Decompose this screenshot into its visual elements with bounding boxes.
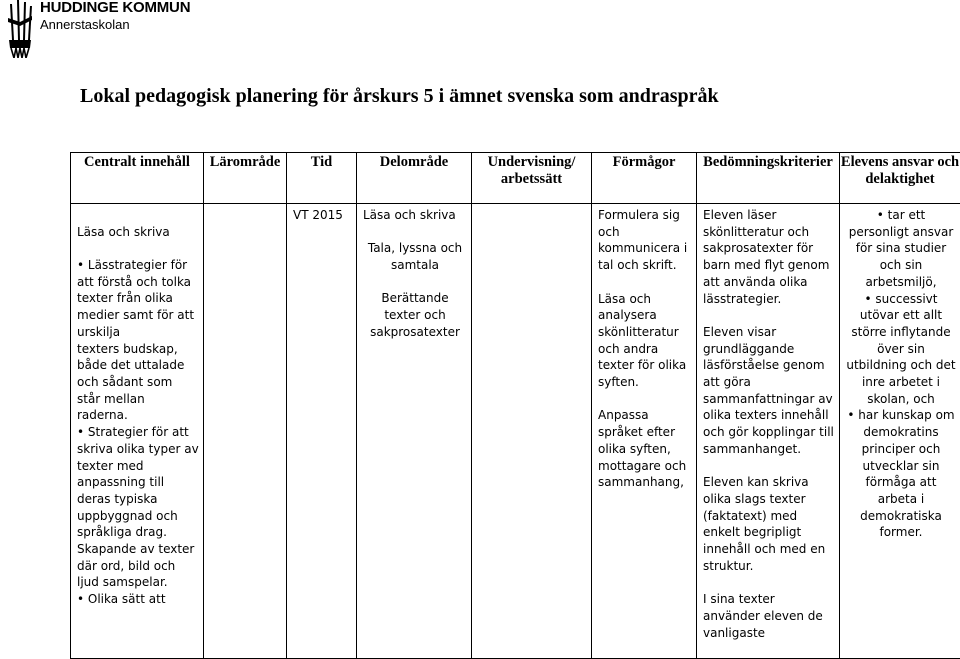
org-name: HUDDINGE KOMMUN [40, 0, 190, 16]
centralt-bullet: • Lässtrategier för att förstå och tolka texter från olika medier samt för att urskilja [77, 257, 199, 341]
laromrade-cell [204, 204, 287, 659]
table-header-row [71, 153, 960, 204]
column-header: Förmågor [592, 153, 697, 204]
bedomningskriterier-cell [697, 204, 840, 659]
ansvar-bullet: • tar ett personligt ansvar för sina studier och sin arbetsmiljö, [846, 207, 956, 291]
delomrade-heading: Läsa och skriva [363, 207, 467, 224]
tid-value: VT 2015 [293, 207, 352, 224]
centralt-line: texters budskap, både det uttalade och sådant som står mellan raderna. [77, 341, 199, 425]
kriterium-item: Eleven läser skönlitteratur och sakprosatexter för barn med flyt genom att använda olika lässtrategier. [703, 207, 835, 307]
formaga-item: Formulera sig och kommunicera i tal och skrift. [598, 207, 692, 274]
centralt-bullet: • Olika sätt att [77, 591, 199, 608]
column-header: Elevens ansvar och delaktighet [840, 153, 960, 204]
column-header: Bedömningskriterier [697, 153, 840, 204]
centralt-line: Skapande av texter där ord, bild och ljud samspelar. [77, 541, 199, 591]
column-header: Lärområde [204, 153, 287, 204]
tid-cell [287, 204, 357, 659]
centralt-bullet: • Strategier för att skriva olika typer av texter med anpassning till deras typiska uppbyggnad och språkliga drag. [77, 424, 199, 541]
centralt-heading: Läsa och skriva [77, 224, 199, 241]
kriterium-item: I sina texter använder eleven de vanligaste [703, 591, 835, 641]
column-header: Centralt innehåll [71, 153, 204, 204]
delomrade-item: Berättande texter och sakprosatexter [363, 290, 467, 340]
delomrade-item: Tala, lyssna och samtala [363, 240, 467, 273]
planning-table [70, 152, 960, 659]
column-header: Tid [287, 153, 357, 204]
formagor-cell [592, 204, 697, 659]
centralt-innehall-cell [71, 204, 204, 659]
kriterium-item: Eleven visar grundläggande läsförståelse genom att göra sammanfattningar av olika texters innehåll och gör kopplingar till sammanhanget. [703, 324, 835, 458]
page-title: Lokal pedagogisk planering för årskurs 5 i ämnet svenska som andraspråk [80, 84, 719, 108]
delomrade-cell [357, 204, 472, 659]
school-name: Annerstaskolan [40, 17, 130, 32]
kriterium-item: Eleven kan skriva olika slags texter (faktatext) med enkelt begripligt innehåll och med en struktur. [703, 474, 835, 574]
huddinge-crest-icon [6, 0, 34, 58]
formaga-item: Läsa och analysera skönlitteratur och andra texter för olika syften. [598, 291, 692, 391]
ansvar-bullet: • har kunskap om demokratins principer och utvecklar sin förmåga att arbeta i demokratiska former. [846, 407, 956, 541]
table-row [71, 204, 960, 659]
undervisning-cell [472, 204, 592, 659]
elevens-ansvar-cell [840, 204, 960, 659]
formaga-item: Anpassa språket efter olika syften, mottagare och sammanhang, [598, 407, 692, 491]
column-header: Delområde [357, 153, 472, 204]
ansvar-bullet: • successivt utövar ett allt större inflytande över sin utbildning och det inre arbetet i skolan, och [846, 291, 956, 408]
column-header: Undervisning/ arbetssätt [472, 153, 592, 204]
